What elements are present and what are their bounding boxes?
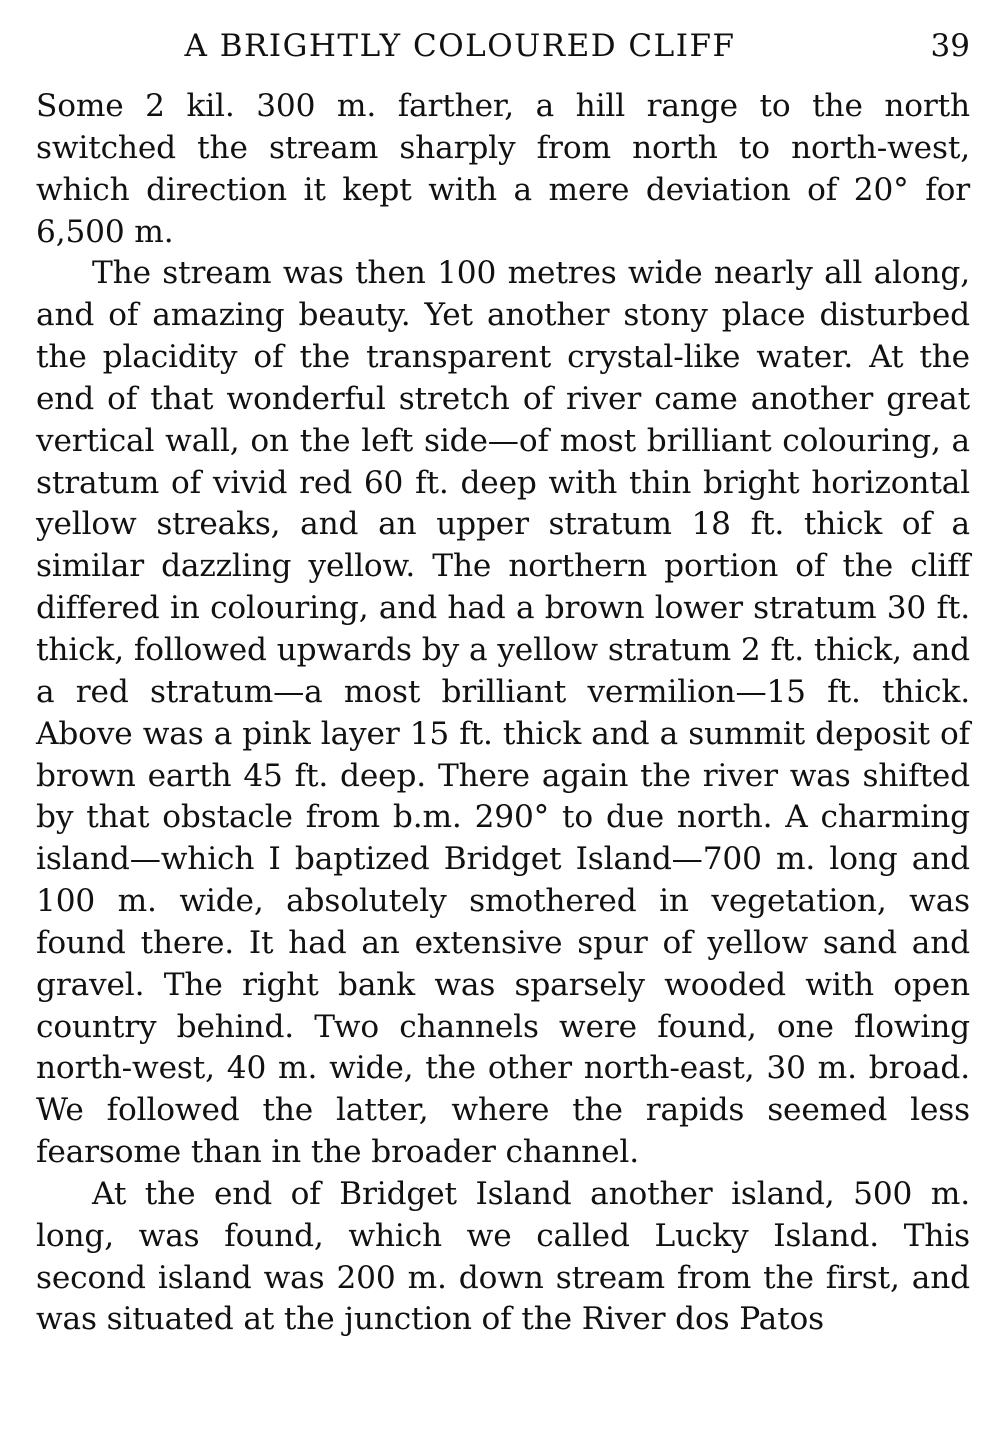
running-head [36, 26, 970, 70]
paragraph-3: At the end of Bridget Island another island, 500 m. long, was found, which we called Lucky Island. This second island was 200 m. down stream from the first, and was situated at the junction of the River dos Patos [36, 1175, 970, 1338]
body-text [36, 86, 970, 1341]
paragraph-1: Some 2 kil. 300 m. farther, a hill range to the north switched the stream sharply from north to north-west, which direction it kept with a mere deviation of 20° for 6,500 m. [36, 88, 970, 250]
paragraph-2: The stream was then 100 metres wide nearly all along, and of amazing beauty. Yet another stony place disturbed the placidity of the transparent crystal-like water. At the end of that wonderful stretch of river came another great vertical wall, on the left side—of most brilliant colouring, a stratum of vivid red 60 ft. deep with thin bright horizontal yellow streaks, and an upper stratum 18 ft. thick of a similar dazzling yellow. The northern portion of the cliff differed in colouring, and had a brown lower stratum 30 ft. thick, followed upwards by a yellow stratum 2 ft. thick, and a red stratum—a most brilliant vermilion—15 ft. thick. Above was a pink layer 15 ft. thick and a summit deposit of brown earth 45 ft. deep. There again the river was shifted by that obstacle from b.m. 290° to due north. A charming island—which I baptized Bridget Island—700 m. long and 100 m. wide, absolutely smothered in vegetation, was found there. It had an extensive spur of yellow sand and gravel. The right bank was sparsely wooded with open country behind. Two channels were found, one flowing north-west, 40 m. wide, the other north-east, 30 m. broad. We followed the latter, where the rapids seemed less fearsome than in the broader channel. [36, 255, 970, 1171]
page-number: 39 [930, 28, 970, 64]
running-title: A BRIGHTLY COLOURED CLIFF [184, 28, 736, 64]
